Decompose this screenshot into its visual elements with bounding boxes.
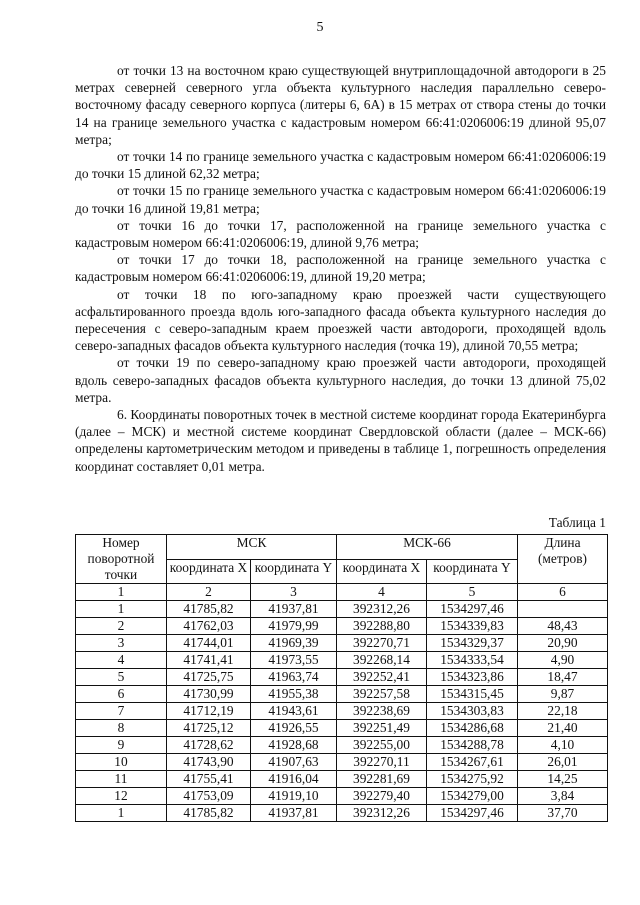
column-number: 6 (518, 584, 608, 601)
paragraph: 6. Координаты поворотных точек в местной системе координат города Екатеринбурга (далее – МСК) и местной системе координат Свердловской области (далее – МСК-66) определены картометрическим методом и приведены в таблице 1, погрешность определения координат составляет 0,01 метра. (75, 407, 606, 474)
paragraph: от точки 16 до точки 17, расположенной на границе земельного участка с кадастровым номером 66:41:0206006:19, длиной 9,76 метра; (75, 217, 606, 251)
table-cell: 4,10 (518, 737, 608, 754)
table-cell: 41937,81 (251, 601, 337, 618)
table-cell: 41926,55 (251, 720, 337, 737)
table-cell: 11 (76, 771, 167, 788)
table-row (76, 669, 608, 686)
table-cell: 41743,90 (167, 754, 251, 771)
table-cell: 1534288,78 (427, 737, 518, 754)
table-cell: 392281,69 (337, 771, 427, 788)
table-cell: 14,25 (518, 771, 608, 788)
table-row (76, 788, 608, 805)
table-cell: 41937,81 (251, 805, 337, 822)
table-row (76, 635, 608, 652)
table-cell: 1534303,83 (427, 703, 518, 720)
table-row (76, 703, 608, 720)
table-cell: 41973,55 (251, 652, 337, 669)
table-cell: 392270,11 (337, 754, 427, 771)
table-row (76, 805, 608, 822)
table-cell: 22,18 (518, 703, 608, 720)
table-cell: 41753,09 (167, 788, 251, 805)
table-cell: 1534333,54 (427, 652, 518, 669)
table-cell: 392238,69 (337, 703, 427, 720)
header-point-number: Номер поворотной точки (76, 535, 167, 584)
paragraph: от точки 14 по границе земельного участка с кадастровым номером 66:41:0206006:19 до точки 15 длиной 62,32 метра; (75, 149, 606, 182)
header-msk66: МСК-66 (337, 535, 518, 560)
table-cell: 3,84 (518, 788, 608, 805)
table-cell: 1534315,45 (427, 686, 518, 703)
table-cell: 1534329,37 (427, 635, 518, 652)
table-row (76, 686, 608, 703)
table-body (76, 601, 608, 822)
table-cell: 392312,26 (337, 805, 427, 822)
table-cell: 41741,41 (167, 652, 251, 669)
header-msk: МСК (167, 535, 337, 560)
table-cell: 41730,99 (167, 686, 251, 703)
table-cell: 18,47 (518, 669, 608, 686)
table-cell: 41725,12 (167, 720, 251, 737)
table-cell: 41979,99 (251, 618, 337, 635)
table-cell: 1534297,46 (427, 805, 518, 822)
table-cell: 41725,75 (167, 669, 251, 686)
table-cell: 2 (76, 618, 167, 635)
table-row (76, 652, 608, 669)
table-cell: 12 (76, 788, 167, 805)
table-cell: 392251,49 (337, 720, 427, 737)
table-cell: 48,43 (518, 618, 608, 635)
table-cell: 41928,68 (251, 737, 337, 754)
table-cell: 1534279,00 (427, 788, 518, 805)
table-cell: 41755,41 (167, 771, 251, 788)
table-cell: 392255,00 (337, 737, 427, 754)
table-cell: 41762,03 (167, 618, 251, 635)
table-cell: 392288,80 (337, 618, 427, 635)
paragraph: от точки 19 по северо-западному краю проезжей части автодороги, проходящей вдоль северо-западных фасадов объекта культурного наследия, до точки 13 длиной 75,02 метра. (75, 355, 606, 405)
paragraph: от точки 13 на восточном краю существующей внутриплощадочной автодороги в 25 метрах северней северного угла объекта культурного наследия параллельно северо-восточному фасаду северного корпуса (литеры 6, 6А) в 15 метрах от створа стены до точки 14 на границе земельного участка с кадастровым номером 66:41:0206006:19 длиной 95,07 метра; (75, 63, 606, 147)
table-cell: 9 (76, 737, 167, 754)
coordinates-table (75, 534, 608, 822)
table-cell: 1534297,46 (427, 601, 518, 618)
table-row (76, 754, 608, 771)
table-cell: 4,90 (518, 652, 608, 669)
table-row (76, 601, 608, 618)
table-cell: 41916,04 (251, 771, 337, 788)
table-cell: 41955,38 (251, 686, 337, 703)
table-row (76, 720, 608, 737)
table-cell: 41712,19 (167, 703, 251, 720)
table-cell: 10 (76, 754, 167, 771)
table-cell (518, 601, 608, 618)
paragraph: от точки 18 по юго-западному краю проезжей части существующего асфальтированного проезда вдоль юго-западного фасада объекта культурного наследия до пересечения с северо-западным краем проезжей части автодороги, проходящей вдоль северо-западных фасадов объекта культурного наследия (точка 19), длиной 70,55 метра; (75, 286, 606, 354)
paragraph: от точки 15 по границе земельного участка с кадастровым номером 66:41:0206006:19 до точки 16 длиной 19,81 метра; (75, 183, 606, 216)
table-cell: 6 (76, 686, 167, 703)
table-cell: 41963,74 (251, 669, 337, 686)
table-cell: 1534275,92 (427, 771, 518, 788)
page-number: 5 (316, 20, 324, 35)
table-row (76, 737, 608, 754)
table-row (76, 618, 608, 635)
column-number: 5 (427, 584, 518, 601)
paragraph: от точки 17 до точки 18, расположенной на границе земельного участка с кадастровым номером 66:41:0206006:19, длиной 19,20 метра; (75, 252, 606, 285)
table-cell: 20,90 (518, 635, 608, 652)
table-cell: 7 (76, 703, 167, 720)
column-numbers-row (76, 584, 608, 601)
table-cell: 41907,63 (251, 754, 337, 771)
column-number: 4 (337, 584, 427, 601)
table-cell: 8 (76, 720, 167, 737)
table-cell: 5 (76, 669, 167, 686)
table-cell: 1534323,86 (427, 669, 518, 686)
table-cell: 3 (76, 635, 167, 652)
table-cell: 4 (76, 652, 167, 669)
table-cell: 26,01 (518, 754, 608, 771)
table-cell: 41785,82 (167, 601, 251, 618)
header-msk66-x: координата X (337, 559, 427, 584)
table-cell: 392270,71 (337, 635, 427, 652)
table-cell: 41919,10 (251, 788, 337, 805)
table-cell: 37,70 (518, 805, 608, 822)
table-caption: Таблица 1 (548, 515, 606, 530)
table-cell: 1 (76, 601, 167, 618)
body-text (75, 62, 606, 475)
table-cell: 21,40 (518, 720, 608, 737)
table-cell: 1534286,68 (427, 720, 518, 737)
column-number: 1 (76, 584, 167, 601)
table-cell: 392279,40 (337, 788, 427, 805)
header-msk-y: координата Y (251, 559, 337, 584)
column-number: 2 (167, 584, 251, 601)
table-cell: 392268,14 (337, 652, 427, 669)
table-cell: 41728,62 (167, 737, 251, 754)
header-msk66-y: координата Y (427, 559, 518, 584)
table-cell: 392312,26 (337, 601, 427, 618)
table-cell: 41969,39 (251, 635, 337, 652)
table-cell: 41744,01 (167, 635, 251, 652)
table-cell: 392257,58 (337, 686, 427, 703)
table-row (76, 771, 608, 788)
table-cell: 1534267,61 (427, 754, 518, 771)
table-cell: 41785,82 (167, 805, 251, 822)
table-cell: 41943,61 (251, 703, 337, 720)
header-msk-x: координата X (167, 559, 251, 584)
table-cell: 1 (76, 805, 167, 822)
table-cell: 1534339,83 (427, 618, 518, 635)
table-header (76, 535, 608, 601)
table-cell: 392252,41 (337, 669, 427, 686)
table-cell: 9,87 (518, 686, 608, 703)
header-length: Длина (метров) (518, 535, 608, 584)
column-number: 3 (251, 584, 337, 601)
